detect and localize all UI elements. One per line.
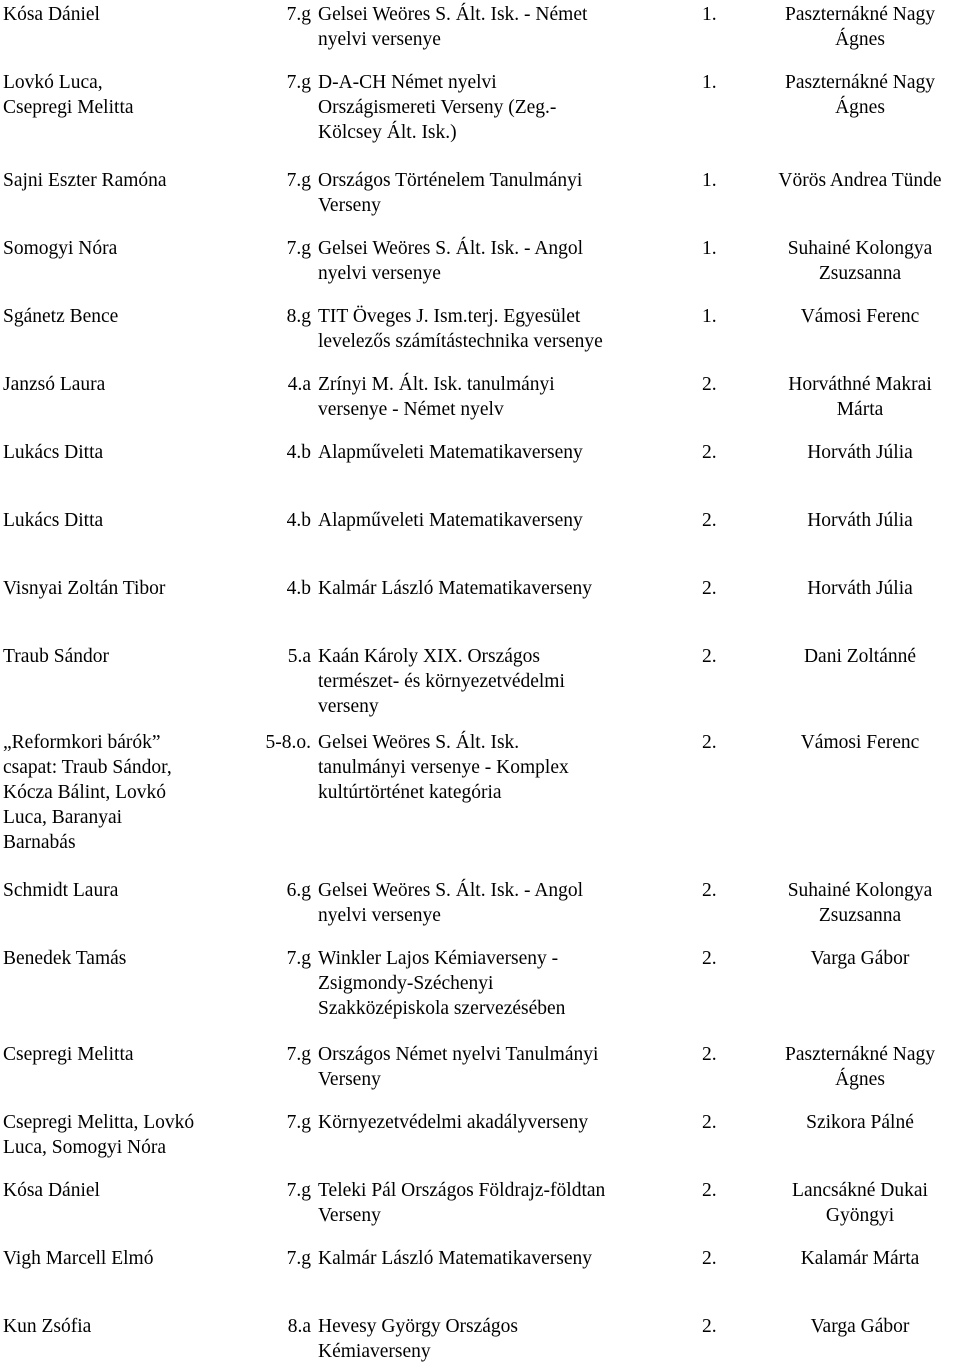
student-name: Sajni Eszter Ramóna <box>3 170 167 191</box>
class-label: 8.g <box>286 306 311 327</box>
competition-name: Teleki Pál Országos Földrajz-földtan Verseny <box>318 1180 606 1226</box>
teacher-name: Vörös Andrea Tünde <box>778 170 942 191</box>
class-label: 4.b <box>286 442 311 463</box>
competition-name: Kalmár László Matematikaverseny <box>318 1248 592 1269</box>
class-label: 8.a <box>287 1316 311 1337</box>
teacher-name: Vámosi Ferenc <box>800 306 920 327</box>
place-label: 2. <box>702 510 717 531</box>
teacher-name: Paszternákné Nagy Ágnes <box>785 1044 935 1090</box>
teacher-name: Varga Gábor <box>810 948 910 969</box>
class-label: 5-8.o. <box>265 732 311 753</box>
class-label: 4.a <box>287 374 311 395</box>
place-label: 2. <box>702 1044 717 1065</box>
student-name: Csepregi Melitta, Lovkó Luca, Somogyi Nóra <box>3 1112 195 1158</box>
student-name: Kósa Dániel <box>3 1180 100 1201</box>
student-name: Lukács Ditta <box>3 442 104 463</box>
competition-name: Gelsei Weöres S. Ált. Isk. - Angol nyelvi versenye <box>318 880 584 926</box>
student-name: Kósa Dániel <box>3 4 100 25</box>
competition-name: Winkler Lajos Kémiaverseny - Zsigmondy-Széchenyi Szakközépiskola szervezésében <box>318 948 566 1019</box>
place-label: 1. <box>702 306 717 327</box>
teacher-name: Vámosi Ferenc <box>800 732 920 753</box>
student-name: Benedek Tamás <box>3 948 127 969</box>
competition-name: Zrínyi M. Ált. Isk. tanulmányi versenye - Német nyelv <box>318 374 555 420</box>
teacher-name: Horváth Júlia <box>807 442 913 463</box>
class-label: 7.g <box>286 170 311 191</box>
teacher-name: Suhainé Kolongya Zsuzsanna <box>787 238 933 284</box>
competition-name: Alapműveleti Matematikaverseny <box>318 510 583 531</box>
student-name: Traub Sándor <box>3 646 109 667</box>
student-name: Schmidt Laura <box>3 880 119 901</box>
place-label: 1. <box>702 72 717 93</box>
teacher-name: Varga Gábor <box>810 1316 910 1337</box>
place-label: 1. <box>702 170 717 191</box>
place-label: 2. <box>702 948 717 969</box>
place-label: 1. <box>702 4 717 25</box>
teacher-name: Paszternákné Nagy Ágnes <box>785 4 935 50</box>
competition-name: Kaán Károly XIX. Országos természet- és környezetvédelmi verseny <box>318 646 565 717</box>
competition-name: Alapműveleti Matematikaverseny <box>318 442 583 463</box>
student-name: Visnyai Zoltán Tibor <box>3 578 166 599</box>
teacher-name: Suhainé Kolongya Zsuzsanna <box>787 880 933 926</box>
student-name: Csepregi Melitta <box>3 1044 134 1065</box>
competition-name: Hevesy György Országos Kémiaverseny <box>318 1316 519 1362</box>
class-label: 7.g <box>286 1180 311 1201</box>
competition-name: Országos Német nyelvi Tanulmányi Verseny <box>318 1044 599 1090</box>
class-label: 4.b <box>286 578 311 599</box>
student-name: Janzsó Laura <box>3 374 106 395</box>
place-label: 2. <box>702 1316 717 1337</box>
student-name: Lukács Ditta <box>3 510 104 531</box>
competition-name: Kalmár László Matematikaverseny <box>318 578 592 599</box>
class-label: 7.g <box>286 1112 311 1133</box>
place-label: 2. <box>702 880 717 901</box>
place-label: 2. <box>702 1112 717 1133</box>
student-name: Sgánetz Bence <box>3 306 119 327</box>
teacher-name: Szikora Pálné <box>806 1112 914 1133</box>
class-label: 7.g <box>286 4 311 25</box>
competition-name: Gelsei Weöres S. Ált. Isk. tanulmányi versenye - Komplex kultúrtörténet kategória <box>318 732 569 803</box>
place-label: 2. <box>702 442 717 463</box>
place-label: 2. <box>702 578 717 599</box>
place-label: 1. <box>702 238 717 259</box>
competition-name: D-A-CH Német nyelvi Országismereti Verseny (Zeg.- Kölcsey Ált. Isk.) <box>318 72 557 143</box>
class-label: 6.g <box>286 880 311 901</box>
class-label: 7.g <box>286 72 311 93</box>
class-label: 4.b <box>286 510 311 531</box>
class-label: 7.g <box>286 238 311 259</box>
class-label: 7.g <box>286 948 311 969</box>
teacher-name: Lancsákné Dukai Gyöngyi <box>792 1180 928 1226</box>
competition-name: Gelsei Weöres S. Ált. Isk. - Német nyelvi versenye <box>318 4 588 50</box>
place-label: 2. <box>702 374 717 395</box>
teacher-name: Horváthné Makrai Márta <box>788 374 932 420</box>
place-label: 2. <box>702 732 717 753</box>
competition-name: Gelsei Weöres S. Ált. Isk. - Angol nyelvi versenye <box>318 238 584 284</box>
class-label: 5.a <box>287 646 311 667</box>
place-label: 2. <box>702 1248 717 1269</box>
student-name: Vigh Marcell Elmó <box>3 1248 154 1269</box>
teacher-name: Horváth Júlia <box>807 578 913 599</box>
class-label: 7.g <box>286 1044 311 1065</box>
teacher-name: Paszternákné Nagy Ágnes <box>785 72 935 118</box>
teacher-name: Horváth Júlia <box>807 510 913 531</box>
teacher-name: Dani Zoltánné <box>803 646 917 667</box>
competition-name: Környezetvédelmi akadályverseny <box>318 1112 589 1133</box>
competition-name: Országos Történelem Tanulmányi Verseny <box>318 170 583 216</box>
student-name: „Reformkori bárók” csapat: Traub Sándor, Kócza Bálint, Lovkó Luca, Baranyai Barnabás <box>3 732 172 853</box>
place-label: 2. <box>702 646 717 667</box>
class-label: 7.g <box>286 1248 311 1269</box>
student-name: Somogyi Nóra <box>3 238 118 259</box>
place-label: 2. <box>702 1180 717 1201</box>
competition-name: TIT Öveges J. Ism.terj. Egyesület levelezős számítástechnika versenye <box>318 306 603 352</box>
student-name: Lovkó Luca, Csepregi Melitta <box>3 72 134 118</box>
teacher-name: Kalamár Márta <box>800 1248 920 1269</box>
student-name: Kun Zsófia <box>3 1316 92 1337</box>
